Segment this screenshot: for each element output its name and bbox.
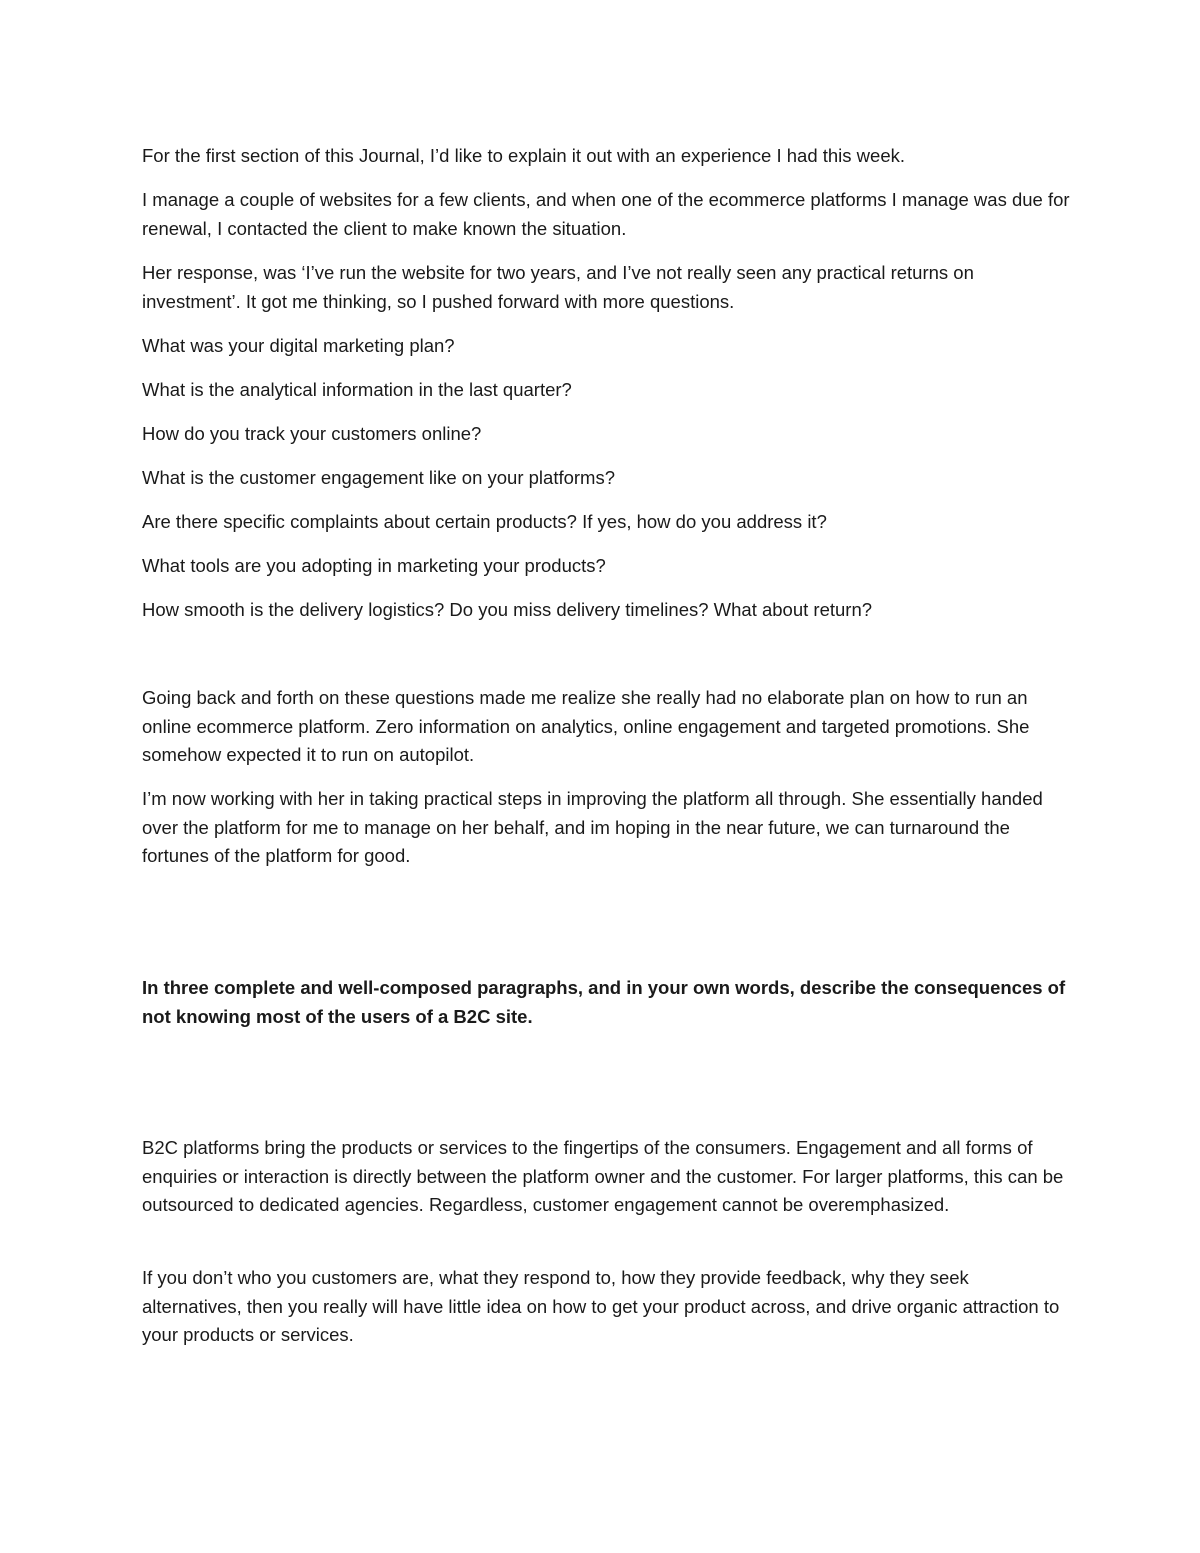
paragraph-progress: I’m now working with her in taking practical steps in improving the platform all through. She essentially handed over the platform for me to manage on her behalf, and im hoping in the near future, we can turnaround the fortunes of the platform for good. [142,788,1043,866]
question-complaints: Are there specific complaints about certain products? If yes, how do you address it? [142,511,827,532]
assignment-prompt: In three complete and well-composed paragraphs, and in your own words, describe the consequences of not knowing most of the users of a B2C site. [142,977,1066,1027]
paragraph-context: I manage a couple of websites for a few clients, and when one of the ecommerce platforms I manage was due for renewal, I contacted the client to make known the situation. [142,189,1070,239]
answer-paragraph-1: B2C platforms bring the products or services to the fingertips of the consumers. Engagement and all forms of enquiries or interaction is directly between the platform owner and the customer. For larger platforms, this can be outsourced to dedicated agencies. Regardless, customer engagement cannot be overemphasized. [142,1137,1064,1215]
answer-paragraph-2: If you don’t who you customers are, what they respond to, how they provide feedback, why they seek alternatives, then you really will have little idea on how to get your product across, and drive organic attraction to your products or services. [142,1267,1060,1345]
question-logistics: How smooth is the delivery logistics? Do you miss delivery timelines? What about return? [142,599,873,620]
paragraph-response: Her response, was ‘I’ve run the website for two years, and I’ve not really seen any practical returns on investment’. It got me thinking, so I pushed forward with more questions. [142,262,974,312]
paragraph-intro: For the first section of this Journal, I’d like to explain it out with an experience I had this week. [142,145,905,166]
question-marketing-plan: What was your digital marketing plan? [142,335,455,356]
question-analytics: What is the analytical information in the last quarter? [142,379,572,400]
question-engagement: What is the customer engagement like on your platforms? [142,467,616,488]
question-tracking: How do you track your customers online? [142,423,482,444]
paragraph-realization: Going back and forth on these questions made me realize she really had no elaborate plan on how to run an online ecommerce platform. Zero information on analytics, online engagement and targeted promotions. She somehow expected it to run on autopilot. [142,687,1030,765]
question-tools: What tools are you adopting in marketing your products? [142,555,606,576]
